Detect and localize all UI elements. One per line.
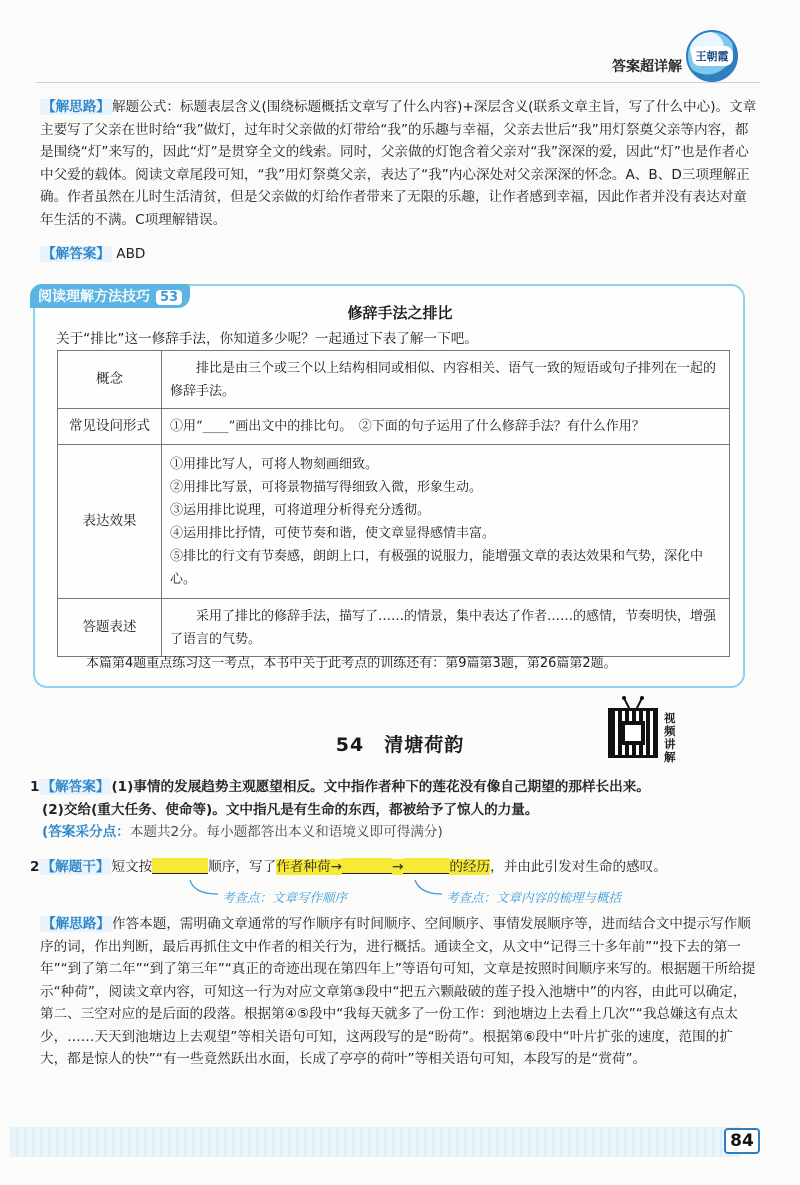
- brand-text: 答案超详解: [612, 59, 682, 75]
- analysis-paragraph-1: [40, 96, 760, 231]
- footer-band: [10, 1127, 740, 1157]
- row-label: 概念: [58, 351, 162, 409]
- question-number: 1: [30, 779, 40, 795]
- stem-highlight: 作者种荷→: [276, 859, 342, 875]
- blank-2: [342, 858, 392, 874]
- method-heading-text: 阅读理解方法技巧: [38, 289, 150, 305]
- qr-antenna-icon: [618, 695, 648, 709]
- method-footer: 本篇第4题重点练习这一考点，本书中关于此考点的训练还有：第9篇第3题，第26篇第2题。: [86, 656, 617, 671]
- blank-3: [403, 858, 449, 874]
- analysis-paragraph-2: [40, 913, 760, 1071]
- stem-arrow: →: [391, 859, 404, 875]
- analysis-text: 作答本题，需明确文章通常的写作顺序有时间顺序、空间顺序、事情发展顺序等，进而结合文中提示写作顺序的词，作出判断，最后再抓住文中作者的相关行为，进行概括。通读全文，从文中“记得三十多年前”“投下去的第一年”“到了第二年”“到了第三年”“真正的奇迹出现在第四年上”等语句可知，文章是按照时间顺序来写的。根据题干所给提示“种荷”，阅读文章内容，可知这一行为对应文章第③段中“把五六颗敲破的莲子投入池塘中”的内容，由此可以确定，第二、三空对应的是后面的段落。根据第④⑤段中“我每天就多了一份工作：到池塘边上去看上几次”“我总嫌这有点太少，……天天到池塘边上去观望”等相关语句可知，这两段写的是“盼荷”。根据第⑥段中“叶片扩张的速度，范围的扩大，都是惊人的快”“有一些竟然跃出水面，长成了亭亭的荷叶”等相关语句可知，本段写的是“赏荷”。: [40, 916, 756, 1067]
- row-content: ①用“____”画出文中的排比句。 ②下面的句子运用了什么修辞手法？有什么作用？: [162, 409, 730, 445]
- stem-part: 短文按: [111, 859, 153, 875]
- list-item: ①用排比写人，可将人物刻画细致。: [170, 456, 379, 472]
- analysis-tag: 【解思路】: [42, 916, 110, 932]
- analysis-tag: 【解思路】: [42, 99, 110, 115]
- method-number-badge: 53: [156, 290, 182, 305]
- logo-text: 王朝霞: [692, 46, 733, 66]
- answer-tag: 【解答案】: [42, 246, 110, 262]
- annotation-2: 考查点：文章内容的梳理与概括: [446, 890, 622, 905]
- list-item: ⑤排比的行文有节奏感，朗朗上口，有极强的说服力，能增强文章的表达效果和气势，深化中心。: [170, 548, 704, 587]
- method-title: 修辞手法之排比: [347, 304, 453, 322]
- answer-paragraph-1: [40, 243, 760, 266]
- table-row: [58, 409, 730, 445]
- section-title: 54 清塘荷韵: [335, 734, 465, 756]
- stem-part: ，并由此引发对生命的感叹。: [490, 859, 667, 875]
- annotation-1: 考查点：文章写作顺序: [222, 890, 348, 905]
- question-2: [30, 856, 770, 879]
- blank-1: [152, 858, 208, 874]
- stem-highlight: 的经历: [449, 859, 491, 875]
- answer-line-1: (1)事情的发展趋势主观愿望相反。文中指作者种下的莲花没有像自己期望的那样长出来。: [111, 779, 650, 795]
- table-row: [58, 351, 730, 409]
- question-1: [30, 776, 770, 844]
- table-row: [58, 445, 730, 599]
- answer-tag: 【解答案】: [41, 779, 110, 795]
- answer-text: ABD: [116, 246, 146, 262]
- list-item: ③运用排比说理，可将道理分析得充分透彻。: [170, 502, 431, 518]
- brand-logo: [686, 30, 738, 82]
- row-label: 常见设问形式: [58, 409, 162, 445]
- row-content: [162, 445, 730, 599]
- method-intro: 关于“排比”这一修辞手法，你知道多少呢？一起通过下表了解一下吧。: [56, 331, 478, 347]
- analysis-text: 解题公式：标题表层含义(围绕标题概括文章写了什么内容)+深层含义(联系文章主旨，写了什么中心)。文章主要写了父亲在世时给“我”做灯，过年时父亲做的灯带给“我”的乐趣与幸福，父亲去世后“我”用灯祭奠父亲等内容，都是围绕“灯”来写的，因此“灯”是贯穿全文的线索。同时，父亲做的灯饱含着父亲对“我”深深的爱，因此“灯”也是作者心中父爱的载体。阅读文章尾段可知，“我”用灯祭奠父亲，表达了“我”内心深处对父亲深深的怀念。A、B、D三项理解正确。作者虽然在儿时生活清贫，但是父亲做的灯给作者带来了无限的乐趣，让作者感到幸福，因此作者并没有表达对童年生活的不满。C项理解错误。: [40, 99, 757, 228]
- row-content: 排比是由三个或三个以上结构相同或相似、内容相关、语气一致的短语或句子排列在一起的修辞手法。: [162, 351, 730, 409]
- row-label: 表达效果: [58, 445, 162, 599]
- scoring-note-text: 本题共2分。每小题都答出本义和语境义即可得满分): [129, 824, 443, 840]
- row-label: 答题表述: [58, 599, 162, 657]
- method-table: [57, 350, 730, 657]
- question-number: 2: [30, 859, 40, 875]
- qr-label: 视频讲解: [664, 711, 676, 764]
- page-header: [36, 44, 766, 78]
- stem-part: 顺序，写了: [208, 859, 277, 875]
- header-divider: [36, 82, 760, 83]
- page-number: 84: [724, 1128, 760, 1154]
- scoring-note-tag: (答案采分点：: [42, 824, 130, 840]
- answer-line-2: (2)交给(重大任务、使命等)。文中指凡是有生命的东西，都被给予了惊人的力量。: [42, 801, 539, 818]
- scoring-note: [30, 821, 770, 844]
- stem-tag: 【解题干】: [41, 859, 110, 875]
- list-item: ④运用排比抒情，可使节奏和谐，使文章显得感情丰富。: [170, 525, 496, 541]
- row-content: 采用了排比的修辞手法，描写了……的情景，集中表达了作者……的感情，节奏明快，增强了语言的气势。: [162, 599, 730, 657]
- list-item: ②用排比写景，可将景物描写得细致入微，形象生动。: [170, 479, 483, 495]
- table-row: [58, 599, 730, 657]
